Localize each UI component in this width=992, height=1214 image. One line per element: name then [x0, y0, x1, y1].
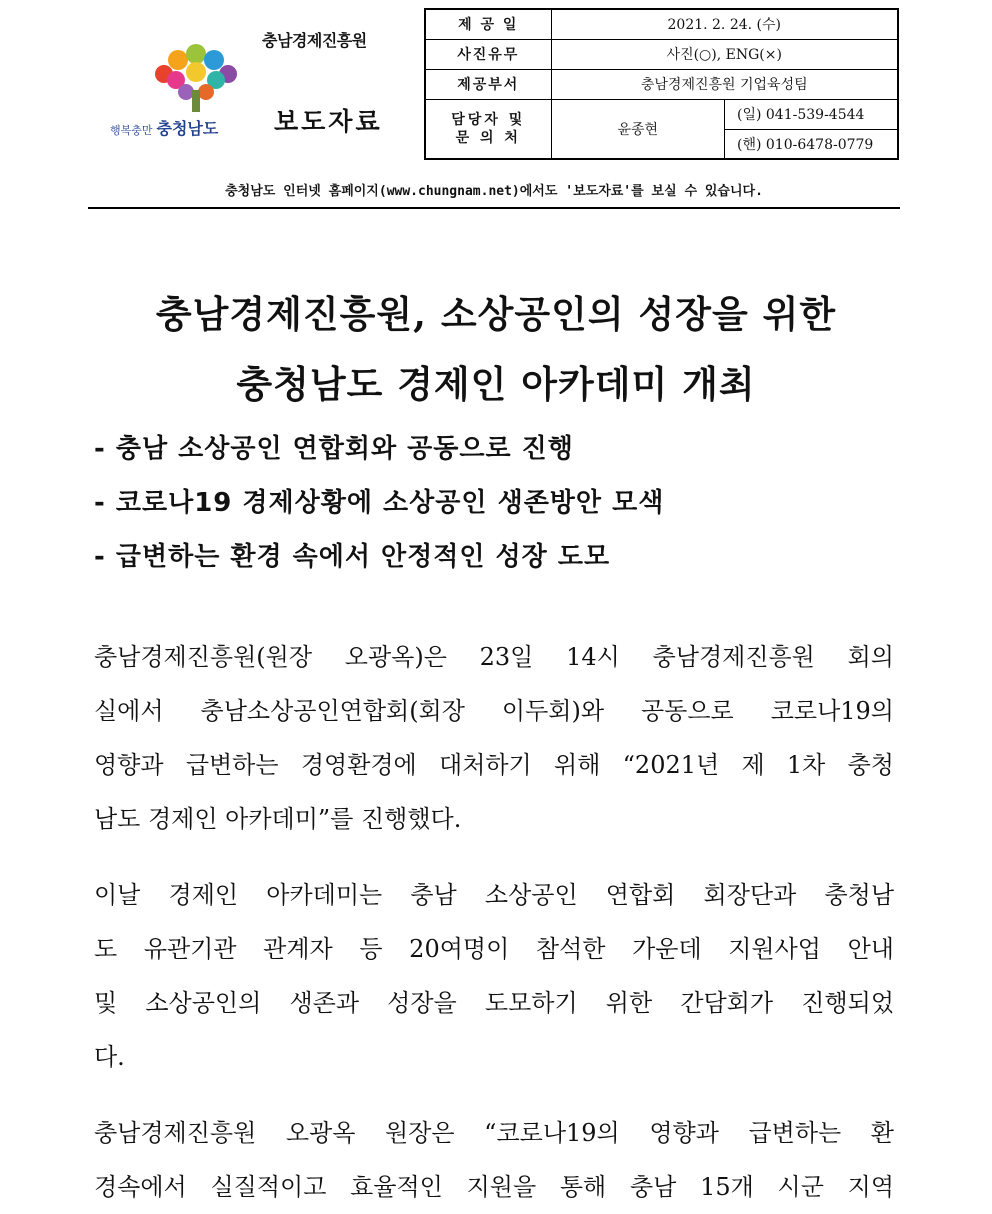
contact-name: 윤종현: [551, 99, 725, 159]
paragraph-line: 충남경제진흥원(원장 오광옥)은 23일 14시 충남경제진흥원 회의: [94, 643, 894, 671]
phone-mobile: (핸) 010-6478-0779: [725, 129, 899, 159]
logo-name: 충청남도: [156, 119, 219, 138]
subtitle-3: - 급변하는 환경 속에서 안정적인 성장 도모: [94, 542, 611, 572]
dept-value: 충남경제진흥원 기업육성팀: [551, 69, 898, 99]
contact-label: [425, 99, 551, 159]
paragraph-line: 영향과 급변하는 경영환경에 대처하기 위해 “2021년 제 1차 충청: [94, 751, 894, 779]
paragraph-line: 경속에서 실질적이고 효율적인 지원을 통해 충남 15개 시군 지역: [94, 1173, 894, 1201]
paragraph-line: 충남경제진흥원 오광옥 원장은 “코로나19의 영향과 급변하는 환: [94, 1119, 894, 1147]
subtitle-1: - 충남 소상공인 연합회와 공동으로 진행: [94, 434, 574, 464]
logo-wordmark: [110, 116, 250, 139]
paragraph-line: 남도 경제인 아카데미”를 진행했다.: [94, 805, 462, 833]
info-table: [424, 8, 899, 160]
subtitle-2: - 코로나19 경제상황에 소상공인 생존방안 모색: [94, 488, 665, 518]
photo-value: 사진(○), ENG(×): [551, 39, 898, 69]
logo-tagline: 행복충만: [110, 124, 153, 137]
paragraph-line: 이날 경제인 아카데미는 충남 소상공인 연합회 회장단과 충청남: [94, 881, 894, 909]
org-name: 충남경제진흥원: [262, 31, 367, 50]
dept-label: 제공부서: [425, 69, 551, 99]
headline-line2: 충청남도 경제인 아카데미 개최: [236, 362, 756, 406]
paragraph-line: 다.: [94, 1043, 125, 1071]
paragraph-1: [94, 630, 894, 846]
contact-label-line1: 담당자 및: [451, 111, 526, 128]
paragraph-2: [94, 868, 894, 1084]
date-label: 제 공 일: [425, 9, 551, 39]
photo-label: 사진유무: [425, 39, 551, 69]
phone-office: (일) 041-539-4544: [725, 99, 899, 129]
paragraph-line: 도 유관기관 관계자 등 20여명이 참석한 가운데 지원사업 안내: [94, 935, 894, 963]
chungnam-tree-logo-icon: [148, 44, 244, 114]
paragraph-3: [94, 1106, 894, 1214]
contact-label-line2: 문 의 처: [455, 129, 521, 146]
date-value: 2021. 2. 24. (수): [551, 9, 898, 39]
headline-line1: 충남경제진흥원, 소상공인의 성장을 위한: [155, 292, 837, 336]
press-release-label: 보도자료: [274, 107, 383, 136]
homepage-notice: 충청남도 인터넷 홈페이지(www.chungnam.net)에서도 '보도자료'를 보실 수 있습니다.: [88, 180, 900, 209]
paragraph-line: 및 소상공인의 생존과 성장을 도모하기 위한 간담회가 진행되었: [94, 989, 894, 1017]
paragraph-line: 실에서 충남소상공인연합회(회장 이두회)와 공동으로 코로나19의: [94, 697, 894, 725]
chungnam-logo: [100, 42, 250, 142]
